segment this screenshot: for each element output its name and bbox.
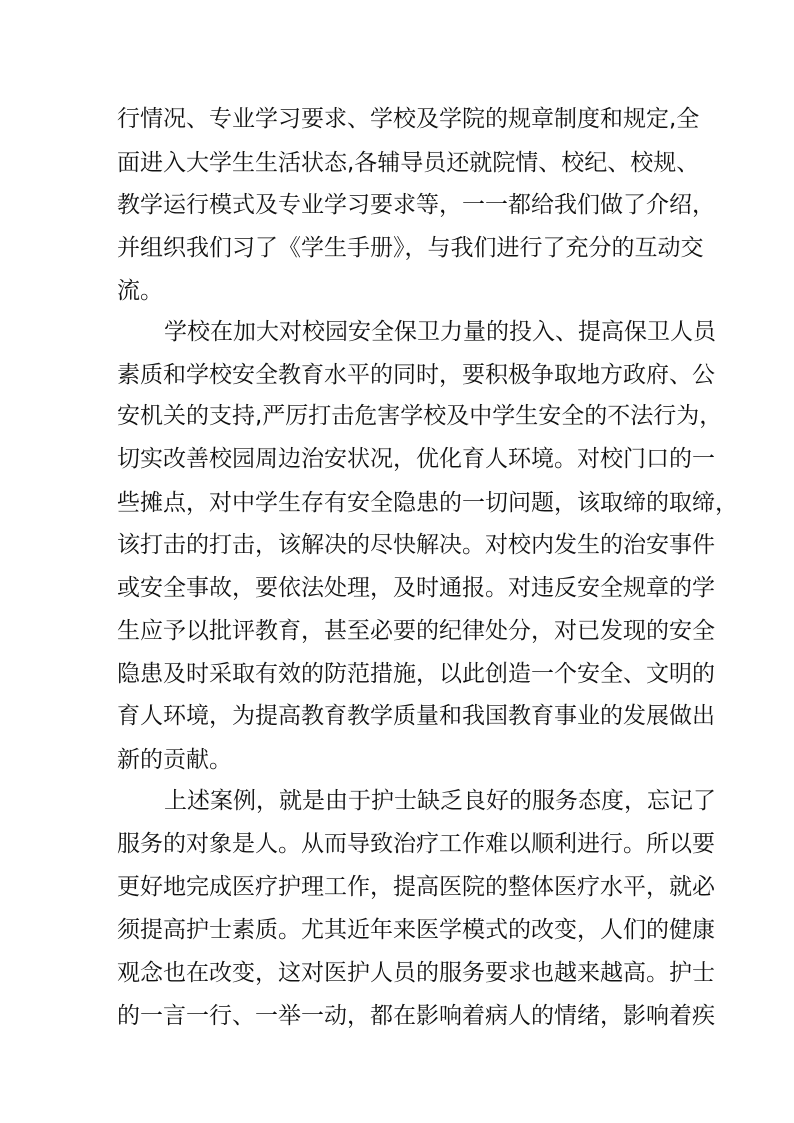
paragraph-1-line-5: 流。 [117, 278, 163, 304]
paragraph-1-line-2: 面进入大学生生活状态,各辅导员还就院情、校纪、校规、 [117, 150, 700, 176]
paragraph-3-line-4: 须提高护士素质。尤其近年来医学模式的改变，人们的健康 [117, 917, 715, 943]
paragraph-2-line-10: 育人环境，为提高教育教学质量和我国教育事业的发展做出 [117, 703, 715, 729]
paragraph-2-line-7: 或安全事故，要依法处理，及时通报。对违反安全规章的学 [117, 575, 715, 601]
paragraph-3-line-5: 观念也在改变，这对医护人员的服务要求也越来越高。护士 [117, 960, 715, 986]
paragraph-3-line-3: 更好地完成医疗护理工作，提高医院的整体医疗水平，就必 [117, 874, 715, 900]
paragraph-2-line-8: 生应予以批评教育，甚至必要的纪律处分，对已发现的安全 [117, 618, 715, 644]
paragraph-2-line-6: 该打击的打击，该解决的尽快解决。对校内发生的治安事件 [117, 532, 715, 558]
paragraph-2-line-1: 学校在加大对校园安全保卫力量的投入、提高保卫人员 [164, 319, 716, 345]
paragraph-2-line-5: 些摊点，对中学生存有安全隐患的一切问题，该取缔的取缔， [117, 490, 738, 516]
paragraph-1-line-3: 教学运行模式及专业学习要求等，一一都给我们做了介绍， [117, 192, 715, 218]
paragraph-2-line-4: 切实改善校园周边治安状况，优化育人环境。对校门口的一 [117, 446, 715, 472]
paragraph-2-line-9: 隐患及时采取有效的防范措施，以此创造一个安全、文明的 [117, 661, 715, 687]
paragraph-3-line-2: 服务的对象是人。从而导致治疗工作难以顺利进行。所以要 [117, 831, 715, 857]
paragraph-2-line-2: 素质和学校安全教育水平的同时，要积极争取地方政府、公 [117, 362, 715, 388]
paragraph-3-line-6: 的一言一行、一举一动，都在影响着病人的情绪，影响着疾 [117, 1003, 715, 1029]
paragraph-3-line-1: 上述案例，就是由于护士缺乏良好的服务态度，忘记了 [164, 788, 716, 814]
paragraph-1-line-4: 并组织我们习了《学生手册》，与我们进行了充分的互动交 [117, 235, 704, 261]
paragraph-1-line-1: 行情况、专业学习要求、学校及学院的规章制度和规定,全 [117, 106, 700, 132]
paragraph-2-line-11: 新的贡献。 [117, 747, 232, 773]
paragraph-2-line-3: 安机关的支持,严厉打击危害学校及中学生安全的不法行为， [117, 403, 723, 429]
